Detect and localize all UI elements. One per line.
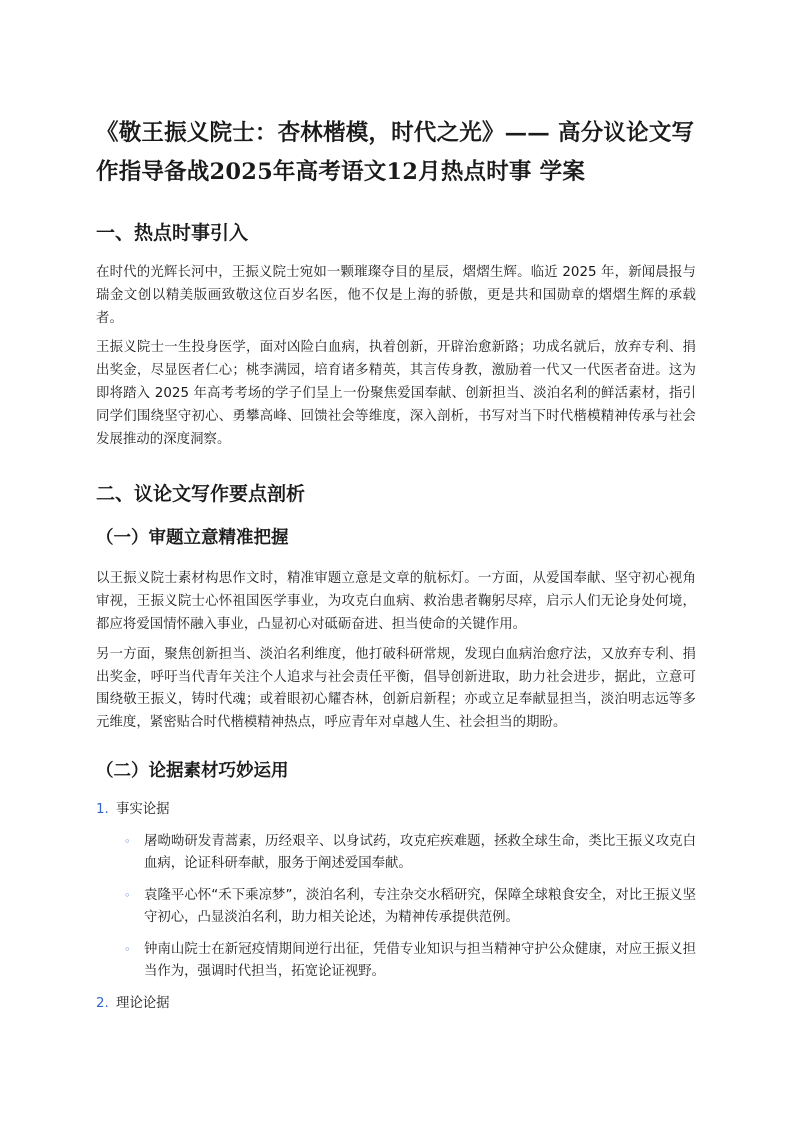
list-item xyxy=(96,993,696,1015)
list-number: 1. xyxy=(96,801,109,817)
fact-evidence-list xyxy=(96,831,696,983)
paragraph: 王振义院士一生投身医学，面对凶险白血病，执着创新，开辟治愈新路；功成名就后，放弃专利、捐出奖金，尽显医者仁心；桃李满园，培育诸多精英，其言传身教，激励着一代又一代医者奋进。这为即将踏入 2025 年高考考场的学子们呈上一份聚焦爱国奉献、创新担当、淡泊名利的鲜活素材，指引同学们围绕坚守初心、勇攀高峰、回馈社会等维度，深入剖析，书写对当下时代楷模精神传承与社会发展推动的深度洞察。 xyxy=(96,340,696,447)
list-number: 2. xyxy=(96,996,109,1012)
bullet-text: 屠呦呦研发青蒿素，历经艰辛、以身试药，攻克疟疾难题，拯救全球生命，类比王振义攻克白血病，论证科研奉献，服务于阐述爱国奉献。 xyxy=(144,833,696,872)
section-heading-writing-points: 二、议论文写作要点剖析 xyxy=(96,483,306,506)
subsection-heading-evidence: （二）论据素材巧妙运用 xyxy=(96,760,289,781)
document-title: 《敬王振义院士：杏林楷模，时代之光》—— 高分议论文写作指导备战2025年高考语文12月热点时事 学案 xyxy=(96,120,695,185)
hollow-circle-bullet-icon: ◦ xyxy=(124,834,131,848)
paragraph: 在时代的光辉长河中，王振义院士宛如一颗璀璨夺目的星辰，熠熠生辉。临近 2025 年，新闻晨报与瑞金文创以精美版画致敬这位百岁名医，他不仅是上海的骄傲，更是共和国勋章的熠熠生辉的承载者。 xyxy=(96,265,696,326)
hollow-circle-bullet-icon: ◦ xyxy=(124,888,131,902)
evidence-list xyxy=(96,799,696,1015)
paragraph: 以王振义院士素材构思作文时，精准审题立意是文章的航标灯。一方面，从爱国奉献、坚守初心视角审视，王振义院士心怀祖国医学事业，为攻克白血病、救治患者鞠躬尽瘁，启示人们无论身处何境，都应将爱国情怀融入事业，凸显初心对砥砺奋进、担当使命的关键作用。 xyxy=(96,571,696,632)
bullet-item xyxy=(96,885,696,930)
subsection-heading-theme: （一）审题立意精准把握 xyxy=(96,528,289,549)
list-label: 理论论据 xyxy=(116,996,170,1012)
bullet-text: 钟南山院士在新冠疫情期间逆行出征，凭借专业知识与担当精神守护公众健康，对应王振义担当作为，强调时代担当，拓宽论证视野。 xyxy=(144,941,696,979)
bullet-item xyxy=(96,831,696,876)
hollow-circle-bullet-icon: ◦ xyxy=(124,942,131,956)
list-label: 事实论据 xyxy=(116,801,170,817)
section-heading-hot-topic: 一、热点时事引入 xyxy=(96,222,249,244)
bullet-item xyxy=(96,939,696,984)
document-body xyxy=(96,114,696,1025)
bullet-text: 袁隆平心怀“禾下乘凉梦”，淡泊名利，专注杂交水稻研究，保障全球粮食安全，对比王振义坚守初心，凸显淡泊名利，助力相关论述，为精神传承提供范例。 xyxy=(144,887,696,926)
list-item xyxy=(96,799,696,983)
paragraph: 另一方面，聚焦创新担当、淡泊名利维度，他打破科研常规，发现白血病治愈疗法，又放弃专利、捐出奖金，呼吁当代青年关注个人追求与社会责任平衡，倡导创新进取，助力社会进步，据此，立意可围绕敬王振义，铸时代魂；或着眼初心耀杏林，创新启新程；亦或立足奉献显担当，淡泊明志远等多元维度，紧密贴合时代楷模精神热点，呼应青年对卓越人生、社会担当的期盼。 xyxy=(96,646,696,731)
